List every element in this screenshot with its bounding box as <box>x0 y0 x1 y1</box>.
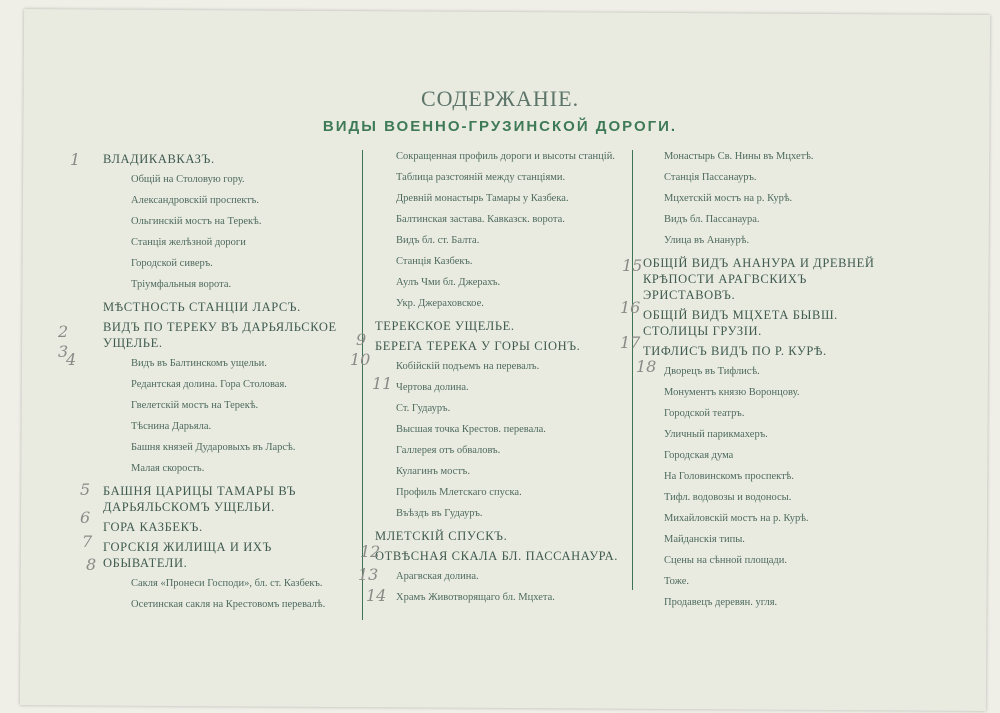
pencil-number: 9 <box>356 330 367 349</box>
pencil-number: 18 <box>636 357 657 376</box>
toc-entry: Сакля «Пронеси Господи», бл. ст. Казбекъ. <box>131 578 323 589</box>
toc-entry: Аулъ Чми бл. Джерахъ. <box>396 277 501 288</box>
toc-entry: Видъ бл. Пассанаура. <box>664 214 760 225</box>
pencil-number: 11 <box>372 374 393 393</box>
toc-entry: Въѣздъ въ Гудауръ. <box>396 508 483 519</box>
toc-entry: Гвелетскій мостъ на Терекѣ. <box>131 400 259 411</box>
page-title: СОДЕРЖАНІЕ. <box>420 86 580 111</box>
toc-entry: Видъ бл. ст. Балта. <box>396 235 480 246</box>
toc-entry: Тріумфальныя ворота. <box>131 279 232 290</box>
pencil-number: 12 <box>360 542 381 561</box>
toc-entry: Галлерея отъ обваловъ. <box>396 445 501 456</box>
toc-section-heading: МѢСТНОСТЬ СТАНЦІИ ЛАРСЪ. <box>103 300 301 314</box>
pencil-number: 2 <box>58 322 69 341</box>
toc-entry: Общій на Столовую гору. <box>131 174 245 185</box>
toc-section-heading: ОБЩІЙ ВИДЪ АНАНУРА И ДРЕВНЕЙ КРѢПОСТИ АРАГВСКИХЪ ЭРИСТАВОВЪ. <box>643 256 875 302</box>
toc-section-heading: ТИФЛИСЪ ВИДЪ ПО Р. КУРѢ. <box>643 344 827 358</box>
toc-entry: Таблица разстояній между станціями. <box>396 172 566 183</box>
toc-column-1 <box>103 147 358 616</box>
toc-entry: Городская дума <box>664 450 734 461</box>
toc-entry: Станція Казбекъ. <box>396 256 473 267</box>
toc-section-heading: ГОРА КАЗБЕКЪ. <box>103 520 203 534</box>
toc-entry: Александровскій проспектъ. <box>131 195 259 206</box>
pencil-number: 14 <box>366 586 387 605</box>
toc-entry: Ст. Гудауръ. <box>396 403 451 414</box>
toc-entry: Древній монастырь Тамары у Казбека. <box>396 193 569 204</box>
toc-section-heading: ОТВѢСНАЯ СКАЛА БЛ. ПАССАНАУРА. <box>375 549 618 563</box>
pencil-number: 5 <box>80 480 91 499</box>
toc-entry: Малая скорость. <box>131 463 205 474</box>
column-divider <box>632 150 633 590</box>
toc-entry: Осетинская сакля на Крестовомъ перевалѣ. <box>131 599 326 610</box>
toc-entry: Продавецъ деревян. угля. <box>664 597 778 608</box>
toc-entry: На Головинскомъ проспектѣ. <box>664 471 794 482</box>
toc-section-heading: БЕРЕГА ТЕРЕКА У ГОРЫ СІОНЪ. <box>375 339 581 353</box>
pencil-number: 7 <box>82 532 93 551</box>
toc-section-heading: МЛЕТСКІЙ СПУСКЪ. <box>375 529 508 543</box>
toc-entry: Балтинская застава. Кавказск. ворота. <box>396 214 565 225</box>
toc-entry: Станція Пассанауръ. <box>664 172 757 183</box>
pencil-number: 6 <box>80 508 91 527</box>
toc-entry: Дворецъ въ Тифлисѣ. <box>664 366 760 377</box>
toc-entry: Чертова долина. <box>396 382 469 393</box>
toc-section-heading: ТЕРЕКСКОЕ УЩЕЛЬЕ. <box>375 319 515 333</box>
toc-entry: Монументъ князю Воронцову. <box>664 387 800 398</box>
pencil-number: 4 <box>66 350 77 369</box>
toc-column-2 <box>372 147 630 609</box>
toc-entry: Уличный парикмахеръ. <box>664 429 768 440</box>
toc-entry: Тоже. <box>664 576 690 587</box>
toc-entry: Ольгинскій мостъ на Терекѣ. <box>131 216 262 227</box>
toc-entry: Михайловскій мостъ на р. Курѣ. <box>664 513 809 524</box>
toc-entry: Монастырь Св. Нины въ Мцхетѣ. <box>664 151 814 162</box>
pencil-number: 1 <box>70 150 81 169</box>
toc-entry: Городской театръ. <box>664 408 745 419</box>
toc-entry: Кобійскій подъемъ на перевалъ. <box>396 361 540 372</box>
toc-entry: Городской сиверъ. <box>131 258 213 269</box>
toc-entry: Сцены на сѣнной площади. <box>664 555 788 566</box>
toc-section-heading: ВЛАДИКАВКАЗЪ. <box>103 152 215 166</box>
toc-entry: Видъ въ Балтинскомъ ущельи. <box>131 358 267 369</box>
toc-entry: Арагвская долина. <box>396 571 479 582</box>
toc-entry: Кулагинъ мостъ. <box>396 466 470 477</box>
toc-entry: Тифл. водовозы и водоносы. <box>664 492 792 503</box>
pencil-number: 10 <box>350 350 371 369</box>
pencil-number: 16 <box>620 298 641 317</box>
toc-entry: Мцхетскій мостъ на р. Курѣ. <box>664 193 793 204</box>
toc-entry: Тѣснина Дарьяла. <box>131 421 212 432</box>
toc-section-heading: БАШНЯ ЦАРИЦЫ ТАМАРЫ ВЪ ДАРЬЯЛЬСКОМЪ УЩЕЛЬИ. <box>103 484 297 514</box>
toc-section-heading: ГОРСКІЯ ЖИЛИЩА И ИХЪ ОБЫВАТЕЛИ. <box>103 540 272 570</box>
toc-entry: Редантская долина. Гора Столовая. <box>131 379 287 390</box>
toc-section-heading: ОБЩІЙ ВИДЪ МЦХЕТА БЫВШ. СТОЛИЦЫ ГРУЗІИ. <box>643 308 838 338</box>
toc-entry: Высшая точка Крестов. перевала. <box>396 424 546 435</box>
pencil-number: 13 <box>358 565 379 584</box>
toc-entry: Профиль Млетскаго спуска. <box>396 487 522 498</box>
toc-entry: Храмъ Животворящаго бл. Мцхета. <box>396 592 555 603</box>
page-subtitle: ВИДЫ ВОЕННО-ГРУЗИНСКОЙ ДОРОГИ. <box>322 118 678 135</box>
toc-entry: Укр. Джераховское. <box>396 298 484 309</box>
toc-entry: Станція желѣзной дороги <box>131 237 246 248</box>
pencil-number: 17 <box>620 333 641 352</box>
pencil-number: 3 <box>58 342 69 361</box>
toc-entry: Улица въ Ананурѣ. <box>664 235 750 246</box>
toc-entry: Майданскія типы. <box>664 534 745 545</box>
toc-entry: Башня князей Дударовыхъ въ Ларсѣ. <box>131 442 296 453</box>
toc-section-heading: ВИДЪ ПО ТЕРЕКУ ВЪ ДАРЬЯЛЬСКОЕ УЩЕЛЬЕ. <box>103 320 337 350</box>
pencil-number: 15 <box>622 256 643 275</box>
toc-column-3 <box>640 147 880 614</box>
toc-entry: Сокращенная профиль дороги и высоты станцій. <box>396 151 615 162</box>
pencil-number: 8 <box>86 555 97 574</box>
